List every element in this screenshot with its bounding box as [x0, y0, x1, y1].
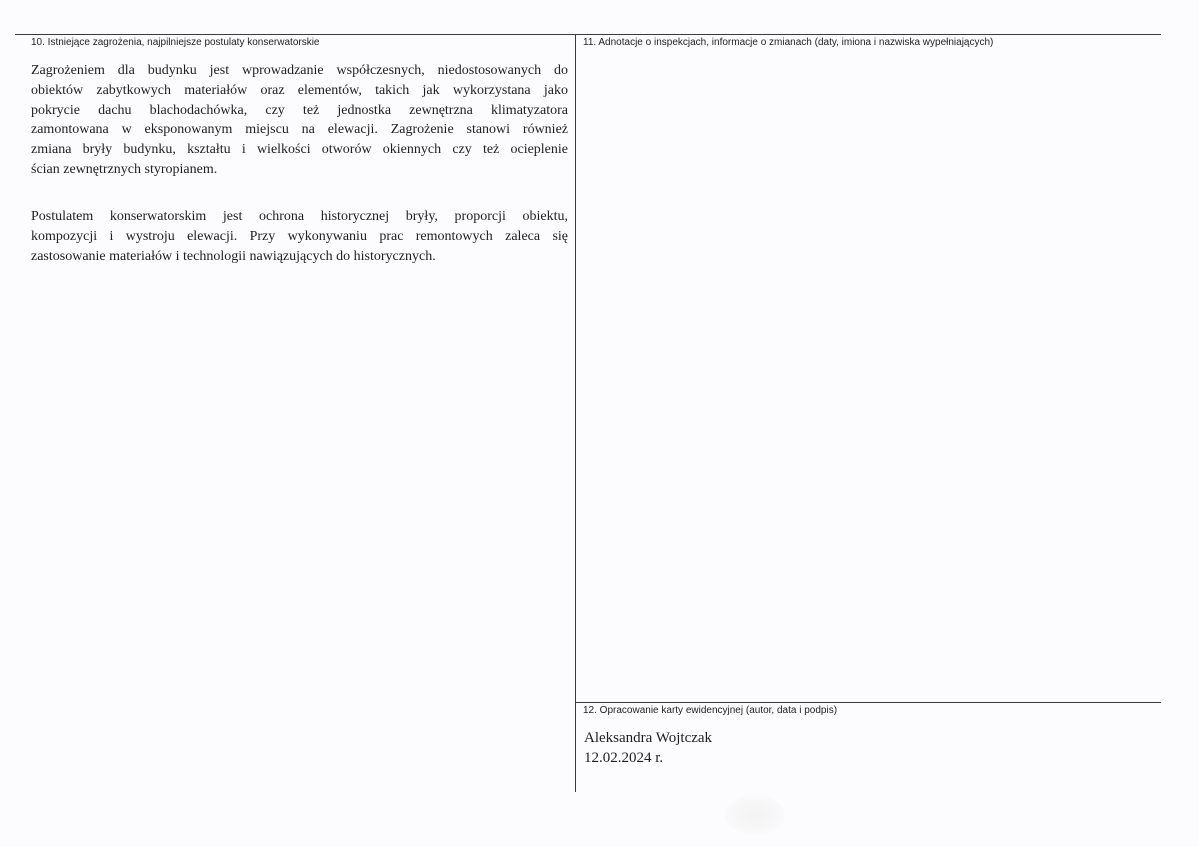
section-10-label: 10. Istniejące zagrożenia, najpilniejsze postulaty konserwatorskie — [31, 37, 320, 48]
author-date: 12.02.2024 r. — [584, 750, 664, 766]
section-12-label: 12. Opracowanie karty ewidencyjnej (autor, data i podpis) — [583, 705, 838, 716]
threats-paragraph — [31, 61, 568, 180]
author-name: Aleksandra Wojtczak — [584, 730, 713, 746]
threats-line: obiektów zabytkowych materiałów oraz elementów, takich jak wykorzystana jako — [31, 82, 568, 98]
postulates-line: kompozycji i wystroju elewacji. Przy wykonywaniu prac remontowych zaleca się — [31, 228, 568, 244]
scan-smudge — [725, 795, 785, 835]
column-divider-line — [575, 34, 576, 792]
section-11-label: 11. Adnotacje o inspekcjach, informacje o zmianach (daty, imiona i nazwiska wypełniających) — [583, 37, 994, 48]
threats-line: zamontowana w eksponowanym miejscu na elewacji. Zagrożenie stanowi również — [31, 122, 568, 138]
postulates-line: Postulatem konserwatorskim jest ochrona historycznej bryły, proporcji obiektu, — [31, 209, 568, 224]
threats-line: ścian zewnętrznych styropianem. — [31, 161, 218, 177]
threats-line: zmiana bryły budynku, kształtu i wielkości otworów okiennych czy też ocieplenie — [31, 142, 568, 158]
threats-line: Zagrożeniem dla budynku jest wprowadzanie współczesnych, niedostosowanych do — [31, 63, 568, 78]
threats-line: pokrycie dachu blachodachówka, czy też jednostka zewnętrzna klimatyzatora — [31, 102, 568, 118]
postulates-line: zastosowanie materiałów i technologii nawiązujących do historycznych. — [31, 248, 436, 264]
section-12-divider-line — [576, 702, 1161, 703]
postulates-paragraph — [31, 207, 568, 266]
top-border-line — [15, 34, 1161, 35]
